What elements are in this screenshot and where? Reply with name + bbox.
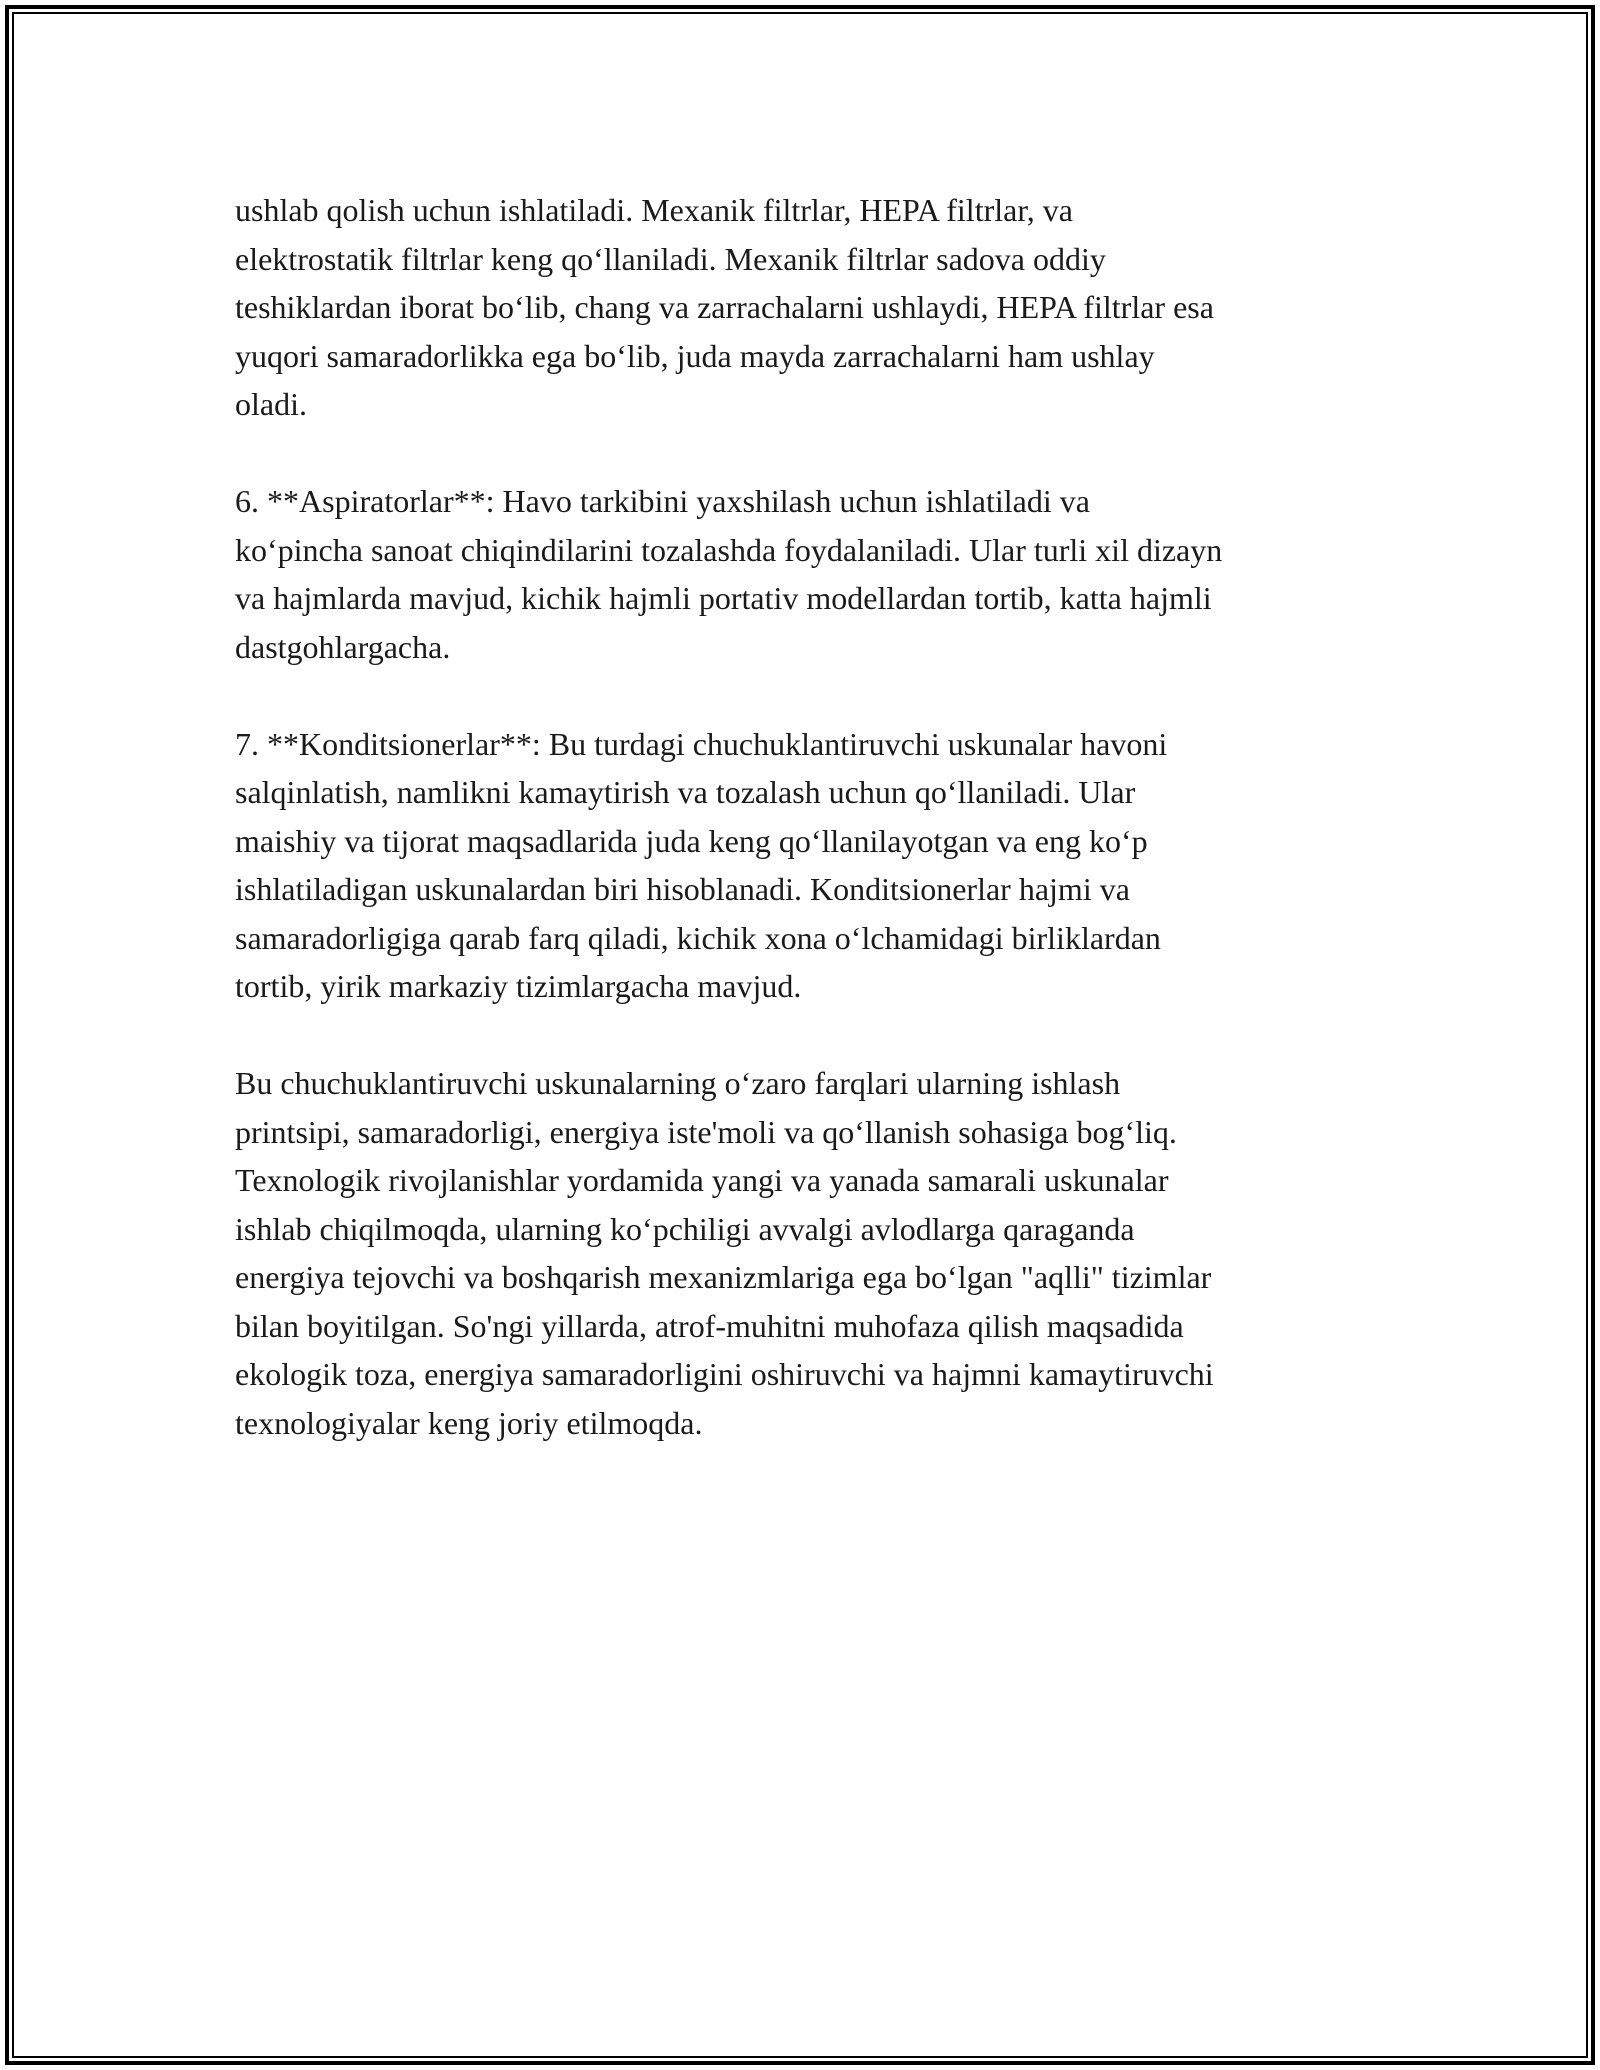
text-line: Bu chuchuklantiruvchi uskunalarning o‘zaro farqlari ularning ishlash [235,1065,1121,1101]
text-line: 7. **Konditsionerlar**: Bu turdagi chuchuklantiruvchi uskunalar havoni [235,725,1168,762]
text-line: energiya tejovchi va boshqarish mexanizmlariga ega bo‘lgan "aqlli" tizimlar [235,1259,1212,1295]
text-line: yuqori samaradorlikka ega bo‘lib, juda mayda zarrachalarni ham ushlay [235,337,1155,374]
text-line: tortib, yirik markaziy tizimlargacha mavjud. [235,968,802,1004]
paragraph-konditsionerlar [235,720,1375,1011]
text-line: salqinlatish, namlikni kamaytirish va tozalash uchun qo‘llaniladi. Ular [235,774,1136,810]
text-line: ishlab chiqilmoqda, ularning ko‘pchiligi avvalgi avlodlarga qaraganda [235,1210,1135,1247]
paragraph-conclusion [235,1059,1375,1447]
paragraph-filters [235,186,1375,429]
document-body [235,186,1375,1496]
text-line: maishiy va tijorat maqsadlarida juda keng qo‘llanilayotgan va eng ko‘p [235,822,1148,859]
text-line: bilan boyitilgan. So'ngi yillarda, atrof-muhitni muhofaza qilish maqsadida [235,1307,1184,1344]
text-line: printsipi, samaradorligi, energiya iste'moli va qo‘llanish sohasiga bog‘liq. [235,1113,1177,1150]
text-line: 6. **Aspiratorlar**: Havo tarkibini yaxshilash uchun ishlatiladi va [235,483,1090,519]
text-line: dastgohlargacha. [235,628,451,665]
text-line: ushlab qolish uchun ishlatiladi. Mexanik filtrlar, HEPA filtrlar, va [235,192,1073,228]
text-line: ekologik toza, energiya samaradorligini oshiruvchi va hajmni kamaytiruvchi [235,1356,1214,1392]
text-line: ishlatiladigan uskunalardan biri hisoblanadi. Konditsionerlar hajmi va [235,871,1130,907]
text-line: teshiklardan iborat bo‘lib, chang va zarrachalarni ushlaydi, HEPA filtrlar esa [235,289,1214,325]
text-line: oladi. [235,386,307,422]
text-line: texnologiyalar keng joriy etilmoqda. [235,1404,703,1441]
text-line: elektrostatik filtrlar keng qo‘llaniladi. Mexanik filtrlar sadova oddiy [235,240,1106,277]
text-line: va hajmlarda mavjud, kichik hajmli portativ modellardan tortib, katta hajmli [235,580,1212,616]
paragraph-aspiratorlar [235,477,1375,671]
text-line: samaradorligiga qarab farq qiladi, kichik xona o‘lchamidagi birliklardan [235,919,1161,956]
text-line: ko‘pincha sanoat chiqindilarini tozalashda foydalaniladi. Ular turli xil dizayn [235,531,1223,568]
text-line: Texnologik rivojlanishlar yordamida yangi va yanada samarali uskunalar [235,1162,1169,1198]
